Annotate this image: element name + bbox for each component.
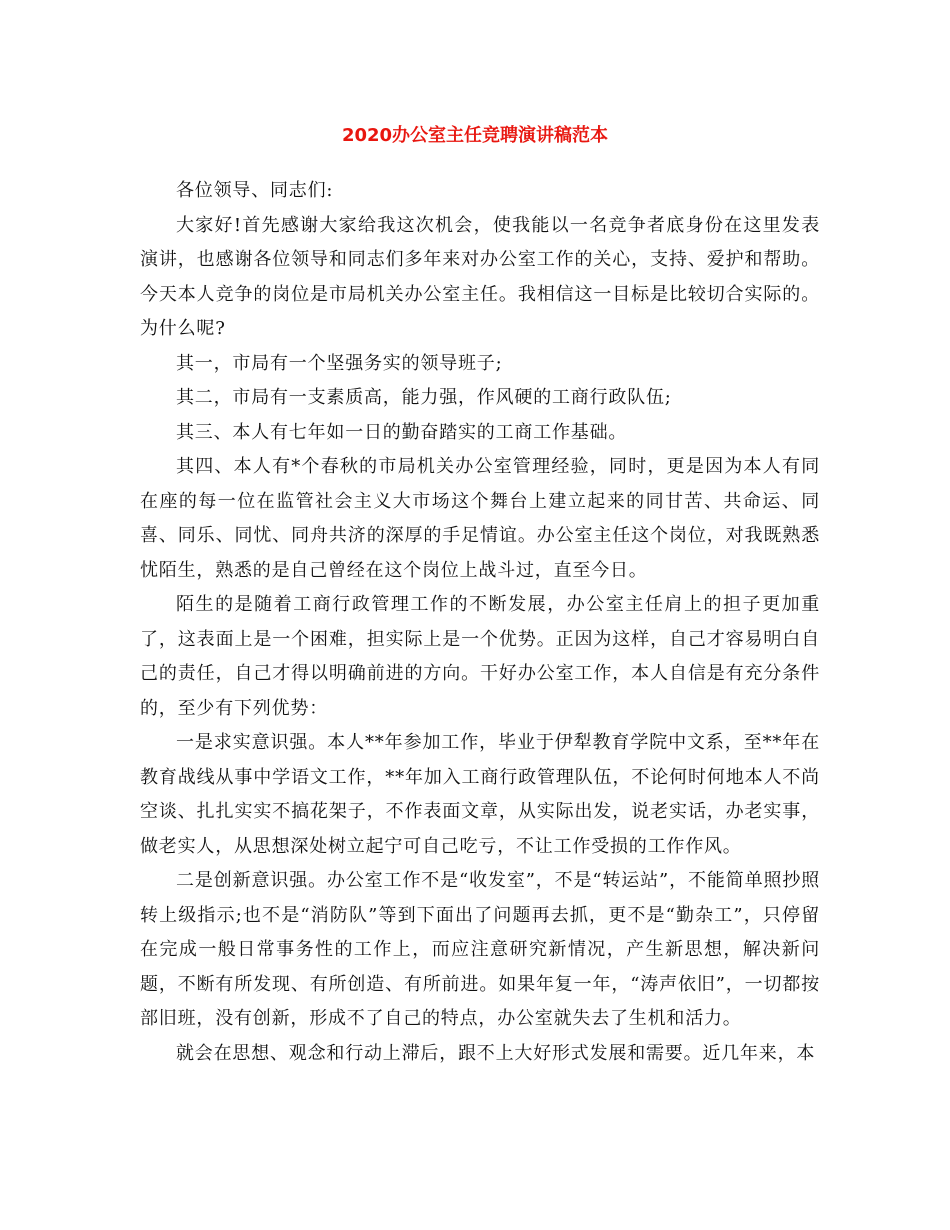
- advantage-one-paragraph: 一是求实意识强。本人**年参加工作，毕业于伊犁教育学院中文系，至**年在教育战线从事中学语文工作，**年加入工商行政管理队伍，不论何时何地本人不尚空谈、扎扎实实不搞花架子，不作表面文章，从实际出发，说老实话，办老实事，做老实人，从思想深处树立起宁可自己吃亏，不让工作受损的工作作风。: [140, 732, 820, 857]
- salutation-paragraph: 各位领导、同志们:: [176, 180, 334, 201]
- reason-four-paragraph: 其四、本人有*个春秋的市局机关办公室管理经验，同时，更是因为本人有同在座的每一位在监管社会主义大市场这个舞台上建立起来的同甘苦、共命运、同喜、同乐、同忧、同舟共济的深厚的手足情谊。办公室主任这个岗位，对我既熟悉忧陌生，熟悉的是自己曾经在这个岗位上战斗过，直至今日。: [140, 456, 820, 581]
- document-title: 2020办公室主任竞聘演讲稿范本: [341, 125, 609, 146]
- advantage-two-paragraph: 二是创新意识强。办公室工作不是“收发室”，不是“转运站”，不能简单照抄照转上级指示;也不是“消防队”等到下面出了问题再去抓，更不是“勤杂工”，只停留在完成一般日常事务性的工作上，而应注意研究新情况，产生新思想，解决新问题，不断有所发现、有所创造、有所前进。如果年复一年，“涛声依旧”，一切都按部旧班，没有创新，形成不了自己的特点，办公室就失去了生机和活力。: [140, 870, 820, 1029]
- continuation-paragraph: 就会在思想、观念和行动上滞后，跟不上大好形式发展和需要。近几年来，本: [176, 1042, 816, 1064]
- opening-paragraph: 大家好!首先感谢大家给我这次机会，使我能以一名竞争者底身份在这里发表演讲，也感谢各位领导和同志们多年来对办公室工作的关心，支持、爱护和帮助。今天本人竞争的岗位是市局机关办公室主任。我相信这一目标是比较切合实际的。为什么呢?: [140, 214, 820, 339]
- document-body: [140, 162, 820, 1071]
- challenge-paragraph: 陌生的是随着工商行政管理工作的不断发展，办公室主任肩上的担子更加重了，这表面上是一个困难，担实际上是一个优势。正因为这样，自己才容易明白自己的责任，自己才得以明确前进的方向。干好办公室工作，本人自信是有充分条件的，至少有下列优势：: [140, 594, 820, 719]
- reason-one-paragraph: 其一，市局有一个坚强务实的领导班子;: [176, 352, 503, 374]
- reason-three-paragraph: 其三、本人有七年如一日的勤奋踏实的工商工作基础。: [176, 421, 628, 443]
- reason-two-paragraph: 其二，市局有一支素质高，能力强，作风硬的工商行政队伍;: [176, 387, 672, 408]
